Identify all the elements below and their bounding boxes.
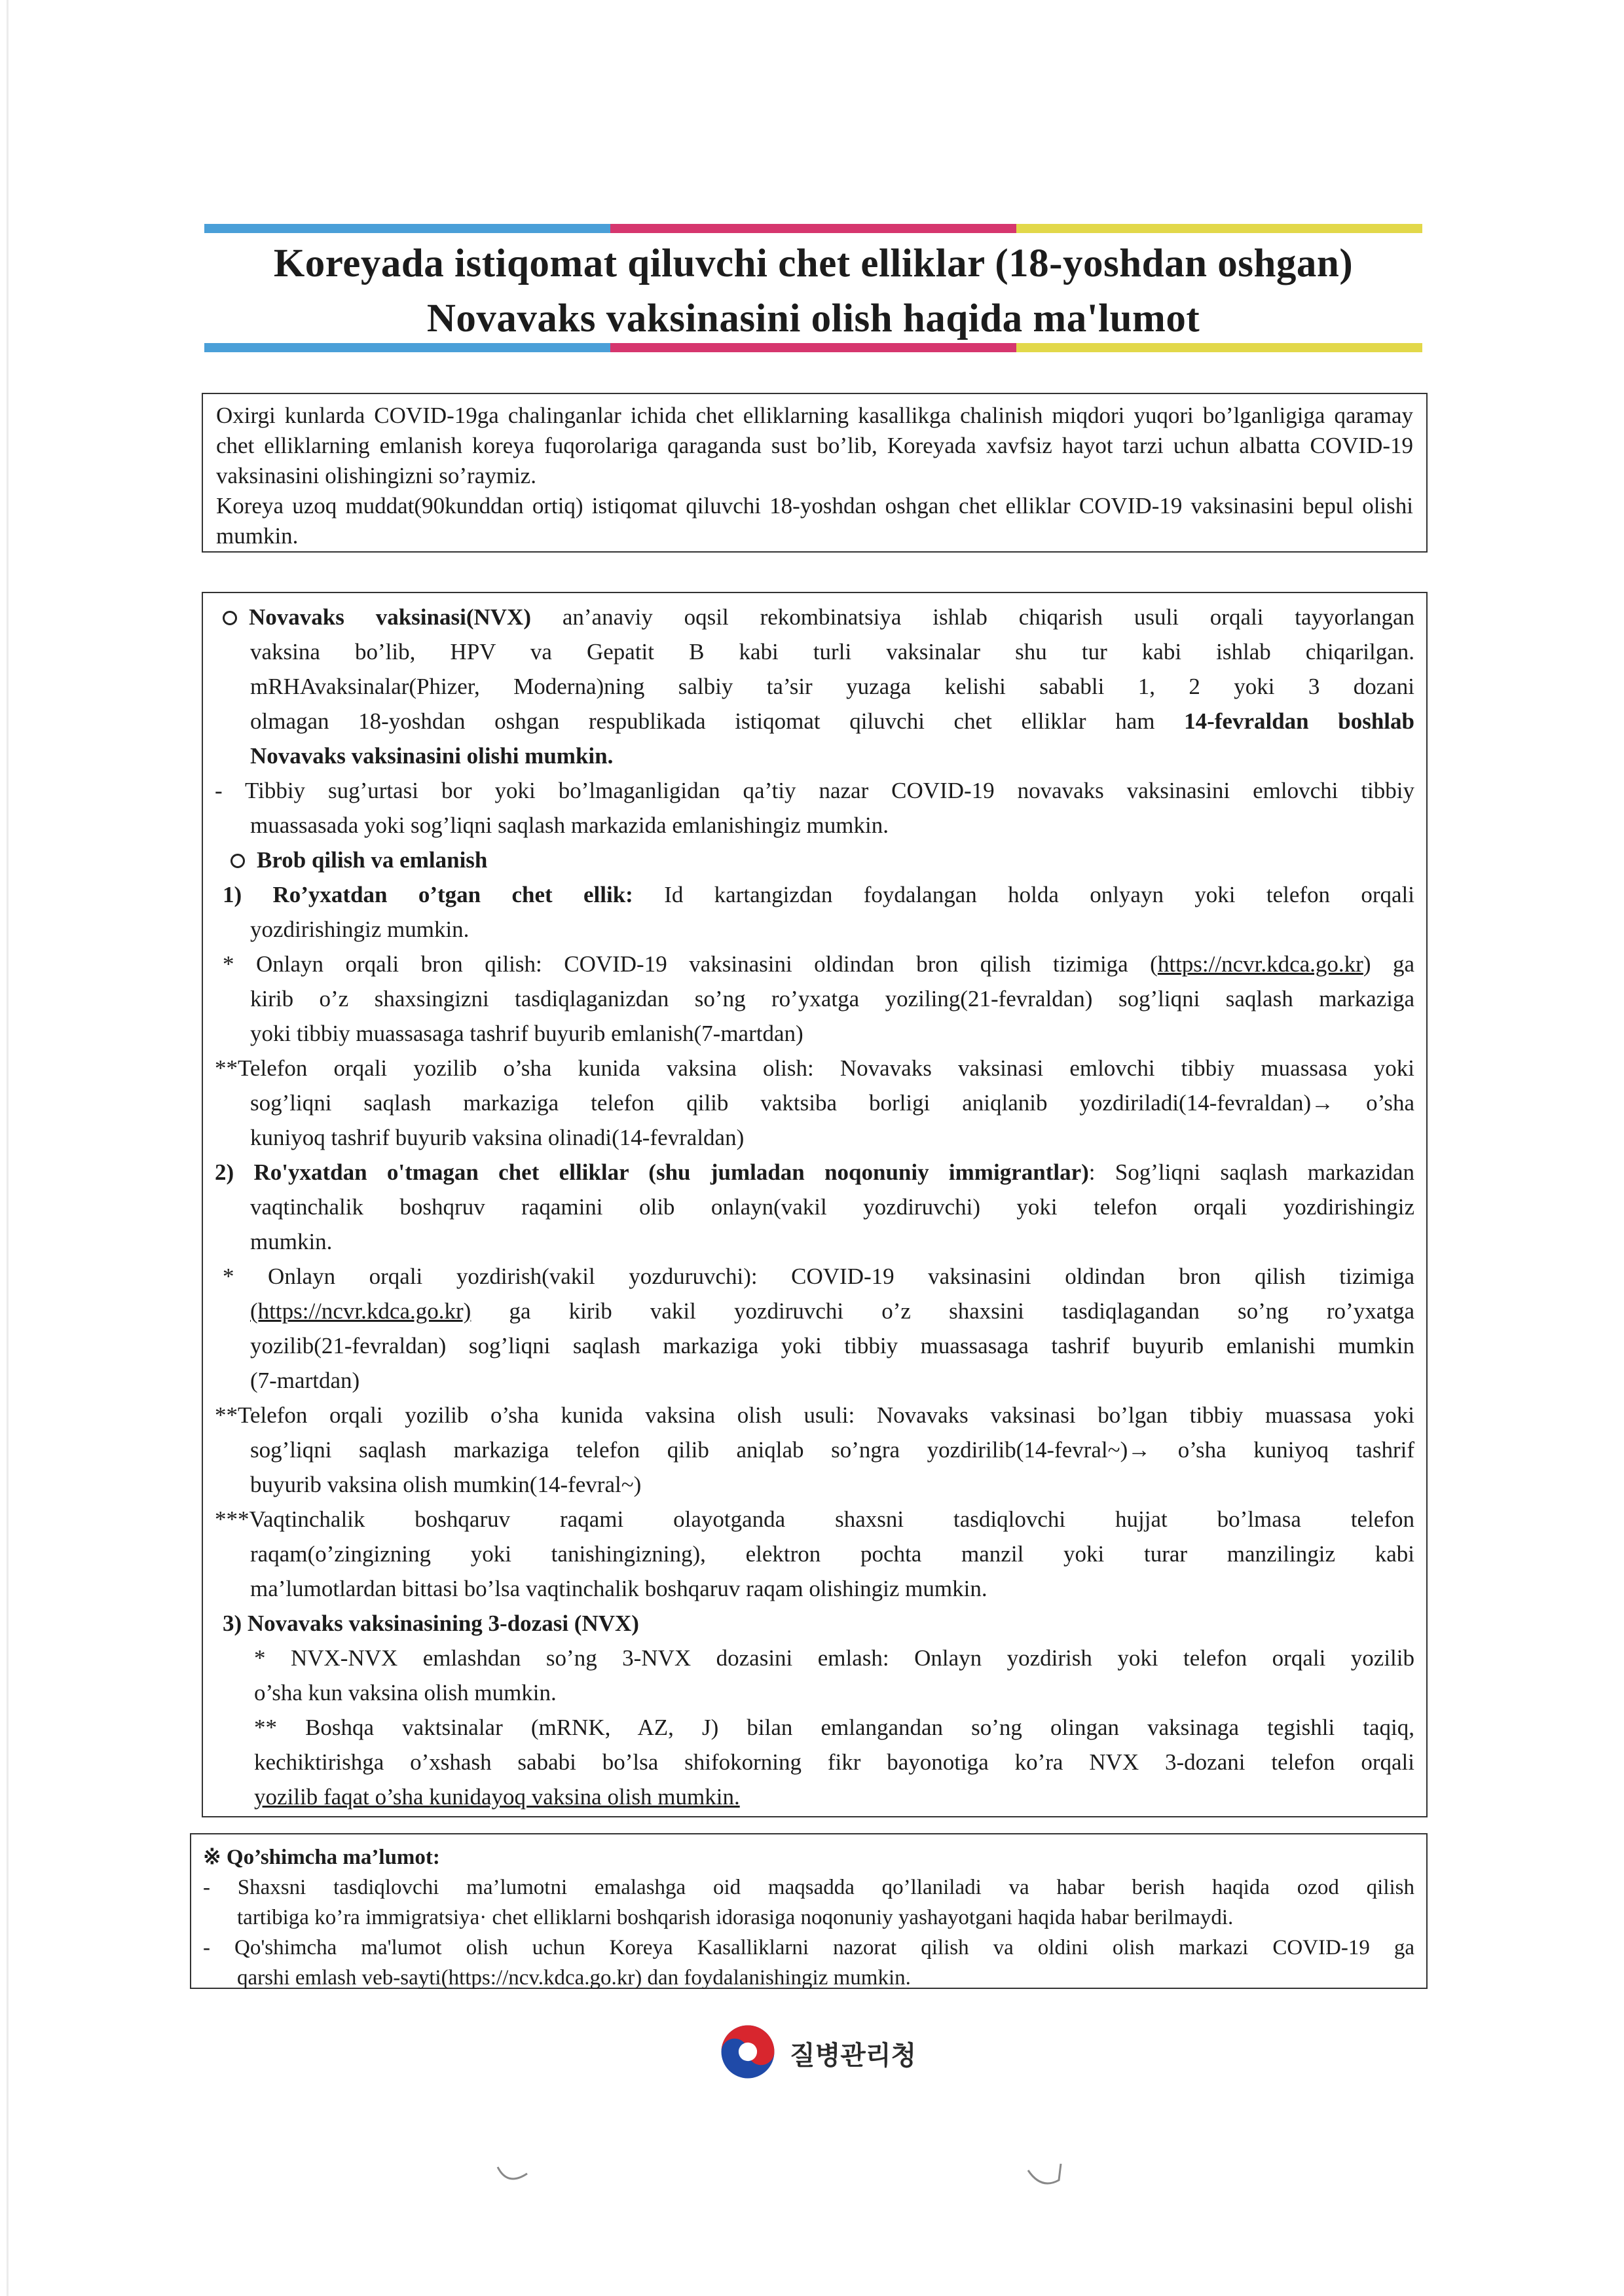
s2-phone-line-3: buyurib vaksina olish mumkin(14-fevral~) <box>250 1472 642 1497</box>
s3-a-line-2: o’sha kun vaksina olish mumkin. <box>254 1680 557 1705</box>
s3-b-line-3: yozilib faqat o’sha kunidayoq vaksina olish mumkin. <box>254 1784 740 1810</box>
s2-line-3: mumkin. <box>250 1229 333 1254</box>
s3-b-line-2: kechiktirishga o’xshash sababi bo’lsa shifokorning fikr bayonotiga ko’ra NVX 3-dozani telefon orqali <box>254 1749 1414 1775</box>
insurance-line-1: - Tibbiy sug’urtasi bor yoki bo’lmaganligidan qa’tiy nazar COVID-19 novavaks vaksinasini emlovchi tibbiy <box>215 778 1414 803</box>
intro-paragraph-1: Oxirgi kunlarda COVID-19ga chalinganlar ichida chet elliklarning kasallikga chalinish miqdori yuqori bo’lganligiga qaramay chet elliklarning emlanish koreya fuqorolariga qaraganda sust bo’lib, Koreyada xavfsiz hayot tarzi uchun albatta COVID-19 vaksinasini olishingizni so’raymiz. <box>216 403 1413 488</box>
s2-note-line-2: raqam(o’zingizning yoki tanishingizning), elektron pochta manzil yoki turar manzilingiz kabi <box>250 1541 1414 1567</box>
nvx-line-3: mRHAvaksinalar(Phizer, Moderna)ning salbiy ta’sir yuzaga kelishi sababli 1, 2 yoki 3 dozani <box>250 674 1414 699</box>
nvx-line-1: Novavaks vaksinasi(NVX) an’anaviy oqsil rekombinatsiya ishlab chiqarish usuli orqali tayyorlangan <box>215 600 1414 634</box>
insurance-line-2: muassasada yoki sog’liqni saqlash markazida emlanishingiz mumkin. <box>250 812 889 838</box>
s2-line-2: vaqtinchalik boshqruv raqamini olib onlayn(vakil yozdiruvchi) yoki telefon orqali yozdirishingiz <box>250 1194 1414 1220</box>
scan-mark-left <box>494 2160 534 2193</box>
taegeuk-logo-icon <box>719 2023 777 2081</box>
s1-line-1: 1) Ro’yxatdan o’tgan chet ellik: Id kartangizdan foydalangan holda onlyayn yoki telefon orqali <box>223 882 1415 907</box>
scan-edge <box>7 0 9 2296</box>
title-stripe-top <box>204 224 1422 233</box>
s2-line-1: 2) Ro'yxatdan o'tmagan chet elliklar (shu jumladan noqonuniy immigrantlar): Sog’liqni saqlash markazidan <box>215 1159 1415 1185</box>
circle-bullet-icon <box>231 854 245 868</box>
extra-bullet-2-line-2: qarshi emlash veb-sayti(https://ncv.kdca.go.kr) dan foydalanishingiz mumkin. <box>237 1966 911 1990</box>
ncvr-link[interactable]: (https://ncvr.kdca.go.kr) <box>250 1298 471 1324</box>
intro-box <box>202 393 1428 553</box>
s2-phone-line-1: **Telefon orqali yozilib o’sha kunida vaksina olish usuli: Novavaks vaksinasi bo’lgan tibbiy muassasa yoki <box>215 1402 1414 1428</box>
s2-online-line-3: yozilib(21-fevraldan) sog’liqni saqlash markaziga yoki tibbiy muassasaga tashrif buyurib emlanishi mumkin <box>250 1333 1414 1358</box>
s2-title: 2) Ro'yxatdan o'tmagan chet elliklar (shu jumladan noqonuniy immigrantlar) <box>215 1159 1089 1185</box>
booking-heading: Brob qilish va emlanish <box>215 843 1414 877</box>
s2-phone-line-2: sog’liqni saqlash markaziga telefon qilib aniqlab so’ngra yozdirilib(14-fevral~)→ o’sha kuniyoq tashrif <box>250 1437 1414 1463</box>
s1-online-line-1: * Onlayn orqali bron qilish: COVID-19 vaksinasini oldindan bron qilish tizimiga (https://ncvr.kdca.go.kr) ga <box>223 951 1414 977</box>
circle-bullet-icon <box>223 611 237 625</box>
extra-info-box <box>190 1833 1428 1989</box>
ncvr-link[interactable]: https://ncvr.kdca.go.kr <box>1157 951 1363 977</box>
s2-online-line-2: (https://ncvr.kdca.go.kr) ga kirib vakil yozdiruvchi o’z shaxsini tasdiqlagandan so’ng ro’yxatga <box>250 1298 1414 1324</box>
s1-online-line-3: yoki tibbiy muassasaga tashrif buyurib emlanish(7-martdan) <box>250 1021 803 1046</box>
page-title-line-1: Koreyada istiqomat qiluvchi chet elliklar (18-yoshdan oshgan) <box>273 242 1354 285</box>
main-content-box <box>202 592 1428 1817</box>
s2-note-line-3: ma’lumotlardan bittasi bo’lsa vaqtinchalik boshqaruv raqam olishingiz mumkin. <box>250 1576 987 1601</box>
nvx-line-5: Novavaks vaksinasini olishi mumkin. <box>250 743 614 769</box>
agency-name: 질병관리청 <box>790 2041 917 2071</box>
s1-phone-line-1: **Telefon orqali yozilib o’sha kunida vaksina olish: Novavaks vaksinasi emlovchi tibbiy muassasa yoki <box>215 1055 1414 1081</box>
scan-mark-right <box>1025 2160 1064 2193</box>
extra-bullet-1-line-1: - Shaxsni tasdiqlovchi ma’lumotni emalashga oid maqsadda qo’llaniladi va habar berish haqida ozod qilish <box>203 1876 1414 1899</box>
page-title-line-2: Novavaks vaksinasini olish haqida ma'lumot <box>426 297 1200 340</box>
s2-online-line-1: * Onlayn orqali yozdirish(vakil yozduruvchi): COVID-19 vaksinasini oldindan bron qilish tizimiga <box>223 1264 1414 1289</box>
s1-title: 1) Ro’yxatdan o’tgan chet ellik: <box>223 882 633 907</box>
s1-online-line-2: kirib o’z shaxsingizni tasdiqlaganizdan so’ng ro’yxatga yoziling(21-fevraldan) sog’liqni saqlash markaziga <box>250 986 1414 1011</box>
s1-phone-line-2: sog’liqni saqlash markaziga telefon qilib vaktsiba borligi aniqlanib yozdiriladi(14-fevraldan)→ o’sha <box>250 1090 1414 1116</box>
s3-a-line-1: * NVX-NVX emlashdan so’ng 3-NVX dozasini emlash: Onlayn yozdirish yoki telefon orqali yozilib <box>254 1645 1414 1671</box>
nvx-line-4: olmagan 18-yoshdan oshgan respublikada istiqomat qiluvchi chet elliklar ham 14-fevraldan boshlab <box>250 708 1414 734</box>
nvx-line-2: vaksina bo’lib, HPV va Gepatit B kabi turli vaksinalar shu tur kabi ishlab chiqarilgan. <box>250 639 1414 665</box>
nvx-title: Novavaks vaksinasi(NVX) <box>249 604 531 630</box>
kdca-logo <box>719 2023 915 2082</box>
intro-paragraph-2: Koreya uzoq muddat(90kunddan ortiq) istiqomat qiluvchi 18-yoshdan oshgan chet elliklar COVID-19 vaksinasini bepul olishi mumkin. <box>216 493 1413 549</box>
s3-b-line-1: ** Boshqa vaktsinalar (mRNK, AZ, J) bilan emlangandan so’ng olingan vaksinaga tegishli taqiq, <box>254 1715 1414 1740</box>
extra-info-title: ※ Qo’shimcha ma’lumot: <box>203 1846 440 1869</box>
s3-title: 3) Novavaks vaksinasining 3-dozasi (NVX) <box>223 1611 639 1636</box>
extra-bullet-2-line-1: - Qo'shimcha ma'lumot olish uchun Koreya Kasalliklarni nazorat qilish va oldini olish markazi COVID-19 ga <box>203 1936 1414 1959</box>
s1-phone-line-3: kuniyoq tashrif buyurib vaksina olinadi(14-fevraldan) <box>250 1125 745 1150</box>
s1-line-2: yozdirishingiz mumkin. <box>250 917 470 942</box>
s2-note-line-1: ***Vaqtinchalik boshqaruv raqami olayotganda shaxsni tasdiqlovchi hujjat bo’lmasa telefon <box>215 1506 1414 1532</box>
title-stripe-bottom <box>204 343 1422 352</box>
s2-online-line-4: (7-martdan) <box>250 1368 360 1393</box>
extra-bullet-1-line-2: tartibiga ko’ra immigratsiya· chet elliklarni boshqarish idorasiga noqonuniy yashayotgani haqida habar berilmaydi. <box>237 1906 1234 1929</box>
